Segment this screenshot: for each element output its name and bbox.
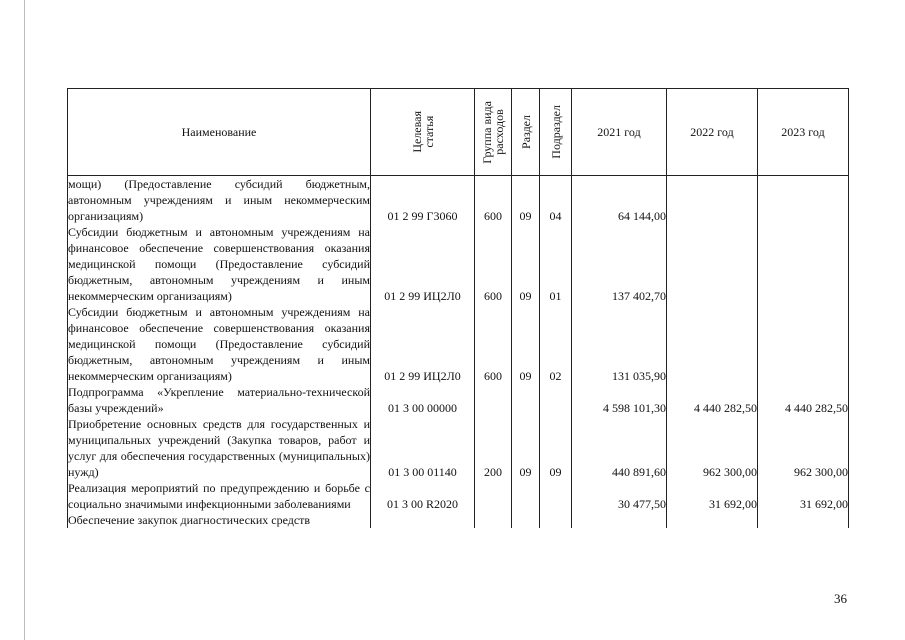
cell-section: 09 [512,224,540,304]
cell-2023: 962 300,00 [758,416,849,480]
cell-section [512,512,540,528]
cell-2022 [667,304,758,384]
cell-target: 01 2 99 ИЦ2Л0 [371,304,475,384]
cell-target: 01 3 00 01140 [371,416,475,480]
cell-name: Субсидии бюджетным и автономным учреждениям на финансовое обеспечение совершенствования оказания медицинской помощи (Предоставление субсидий бюджетным, автономным учреждениям и иным некоммерческим организациям) [68,225,370,303]
cell-section [512,480,540,512]
cell-subsection: 09 [540,416,572,480]
cell-subsection [540,384,572,416]
cell-2022: 962 300,00 [667,416,758,480]
table-row [68,176,849,225]
header-expense-group-label: Группа вида расходов [480,100,506,164]
cell-subsection: 01 [540,224,572,304]
cell-section [512,384,540,416]
cell-2023 [758,176,849,225]
table-row [68,512,849,528]
cell-2023 [758,224,849,304]
header-subsection-label: Подраздел [548,105,563,159]
cell-2021: 4 598 101,30 [572,384,667,416]
header-2021: 2021 год [572,89,667,176]
header-subsection [540,89,572,176]
cell-group [475,480,512,512]
header-target-label: Целевая статья [409,111,436,153]
header-name: Наименование [68,89,371,176]
cell-2023 [758,304,849,384]
cell-group [475,384,512,416]
cell-2022 [667,512,758,528]
cell-group: 200 [475,416,512,480]
cell-subsection [540,512,572,528]
header-section-label: Раздел [518,115,533,149]
header-target [371,89,475,176]
cell-subsection: 02 [540,304,572,384]
cell-group: 600 [475,224,512,304]
header-section [512,89,540,176]
cell-2022 [667,224,758,304]
cell-2021: 131 035,90 [572,304,667,384]
cell-name: Субсидии бюджетным и автономным учреждениям на финансовое обеспечение совершенствования оказания медицинской помощи (Предоставление субсидий бюджетным, автономным учреждениям и иным некоммерческим организациям) [68,305,370,383]
cell-target: 01 2 99 ИЦ2Л0 [371,224,475,304]
cell-name: Реализация мероприятий по предупреждению и борьбе с социально значимыми инфекционными заболеваниями [68,481,370,511]
table-header-row [68,89,849,176]
table-row [68,304,849,384]
cell-target: 01 3 00 R2020 [371,480,475,512]
cell-target: 01 2 99 Г3060 [371,176,475,225]
cell-2023: 4 440 282,50 [758,384,849,416]
cell-2023 [758,512,849,528]
cell-group [475,512,512,528]
cell-2022: 31 692,00 [667,480,758,512]
cell-section: 09 [512,176,540,225]
cell-section: 09 [512,416,540,480]
page-number: 36 [834,591,847,606]
cell-section: 09 [512,304,540,384]
cell-target [371,512,475,528]
budget-table [67,88,849,528]
cell-2021: 30 477,50 [572,480,667,512]
header-2022: 2022 год [667,89,758,176]
cell-subsection: 04 [540,176,572,225]
cell-2021: 64 144,00 [572,176,667,225]
cell-group: 600 [475,176,512,225]
cell-2022 [667,176,758,225]
cell-group: 600 [475,304,512,384]
page-left-edge [24,0,25,640]
cell-2023: 31 692,00 [758,480,849,512]
header-2023: 2023 год [758,89,849,176]
cell-2022: 4 440 282,50 [667,384,758,416]
table-row [68,416,849,480]
cell-2021 [572,512,667,528]
cell-subsection [540,480,572,512]
cell-name: Обеспечение закупок диагностических средств [68,512,371,528]
cell-name: Приобретение основных средств для государственных и муниципальных учреждений (Закупка товаров, работ и услуг для обеспечения государственных (муниципальных) нужд) [68,417,370,479]
cell-name: Подпрограмма «Укрепление материально-технической базы учреждений» [68,385,370,415]
table-row [68,224,849,304]
cell-2021: 440 891,60 [572,416,667,480]
cell-2021: 137 402,70 [572,224,667,304]
table-row [68,480,849,512]
table-row [68,384,849,416]
header-expense-group [475,89,512,176]
cell-target: 01 3 00 00000 [371,384,475,416]
cell-name: мощи) (Предоставление субсидий бюджетным, автономным учреждениям и иным некоммерческим организациям) [68,177,370,223]
